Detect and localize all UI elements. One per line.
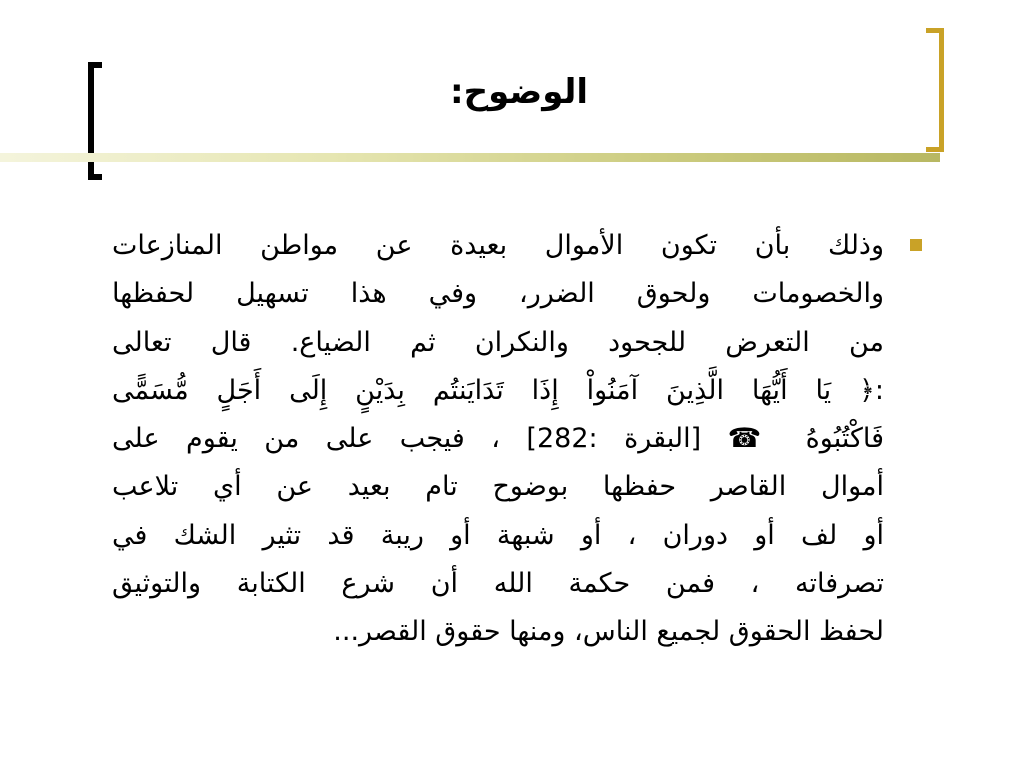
right-bracket-decoration	[926, 28, 944, 152]
slide-title: الوضوح:	[449, 72, 588, 112]
body-line: :﴿ يَا أَيُّهَا الَّذِينَ آمَنُواْ إِذَا تَدَايَنتُم بِدَيْنٍ إِلَى أَجَلٍ مُّسَمًّى	[112, 374, 884, 406]
title-divider	[0, 153, 940, 162]
body-line: أموال القاصر حفظها بوضوح تام بعيد عن أي تلاعب	[112, 471, 884, 503]
body-line: من التعرض للجحود والنكران ثم الضياع. قال تعالى	[112, 326, 884, 358]
body-line: لحفظ الحقوق لجميع الناس، ومنها حقوق القصر...	[333, 616, 884, 648]
body-line: أو لف أو دوران ، أو شبهة أو ريبة قد تثير الشك في	[112, 519, 884, 551]
body-line: تصرفاته ، فمن حكمة الله أن شرع الكتابة والتوثيق	[112, 568, 884, 600]
body-line: فَاكْتُبُوهُ ☎ [البقرة :282] ، فيجب على من يقوم على	[112, 423, 884, 455]
left-bracket-decoration	[88, 62, 102, 180]
slide-body	[112, 222, 884, 657]
body-line: والخصومات ولحوق الضرر، وفي هذا تسهيل لحفظها	[112, 278, 884, 310]
square-bullet-icon	[910, 239, 922, 251]
body-line: وذلك بأن تكون الأموال بعيدة عن مواطن المنازعات	[112, 230, 884, 261]
